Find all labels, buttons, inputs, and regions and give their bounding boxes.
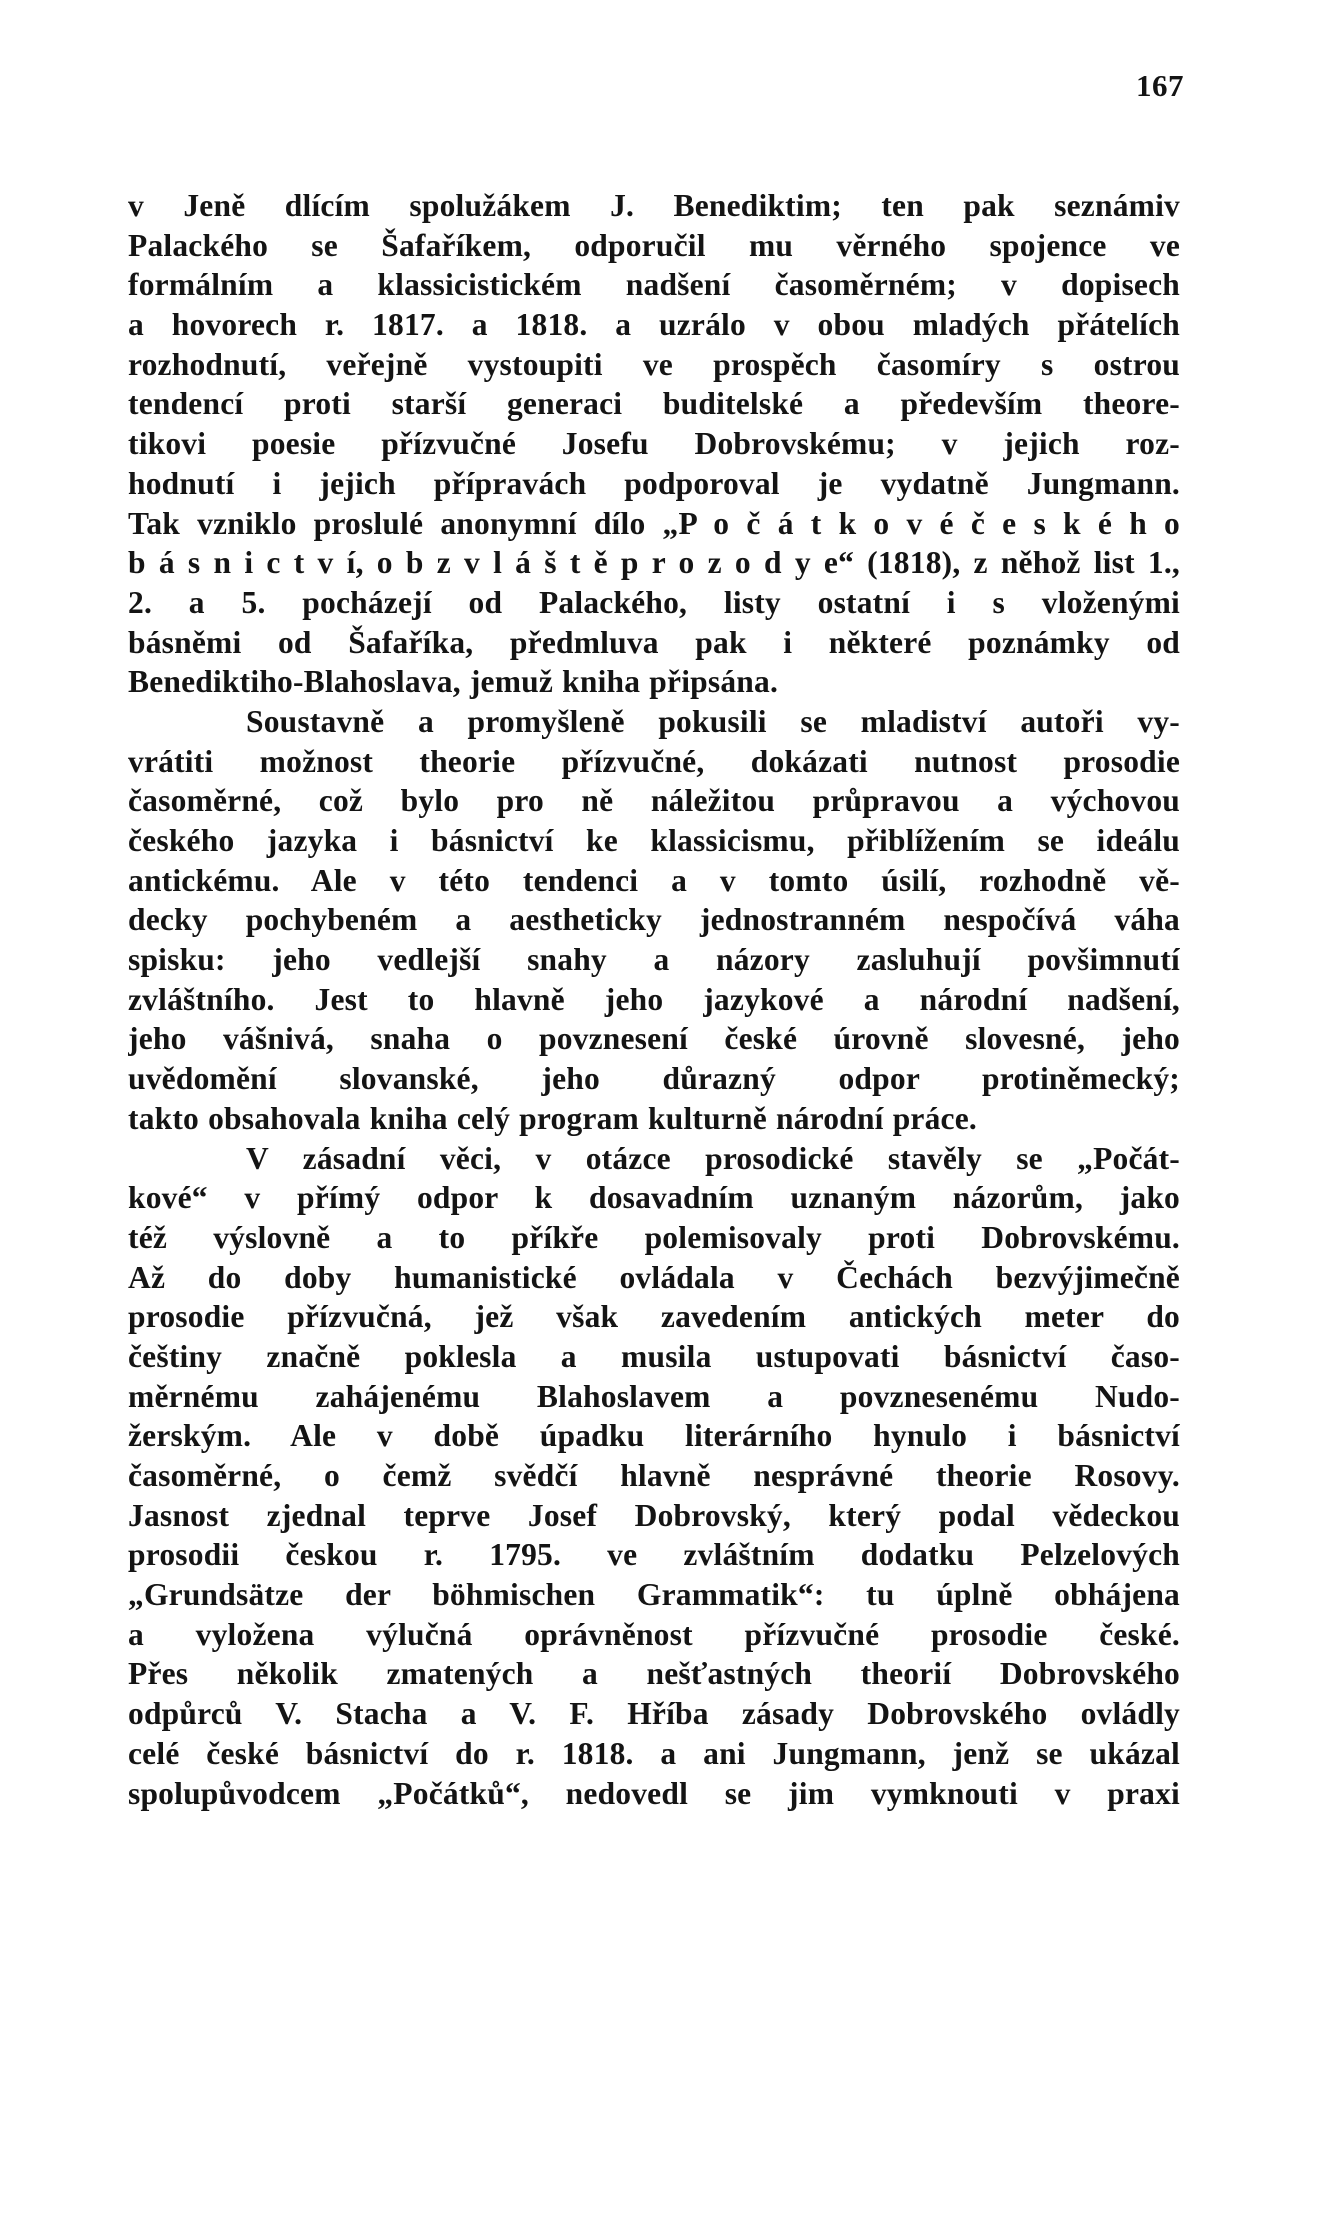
- text-line: vrátiti možnost theorie přízvučné, dokázati nutnost prosodie: [128, 743, 1180, 779]
- text-line: Benediktiho-Blahoslava, jemuž kniha připsána.: [128, 664, 779, 700]
- text-line: uvědomění slovanské, jeho důrazný odpor protiněmecký;: [128, 1061, 1180, 1097]
- text-line: rozhodnutí, veřejně vystoupiti ve prospěch časomíry s ostrou: [128, 346, 1180, 382]
- text-line: jeho vášnivá, snaha o povznesení české úrovně slovesné, jeho: [128, 1021, 1180, 1057]
- text-line: prosodie přízvučná, jež však zavedením antických meter do: [128, 1299, 1180, 1335]
- text-line: formálním a klassicistickém nadšení časoměrném; v dopisech: [128, 267, 1180, 303]
- text-line: básněmi od Šafaříka, předmluva pak i některé poznámky od: [128, 624, 1180, 660]
- text-line: hodnutí i jejich přípravách podporoval je vydatně Jungmann.: [128, 465, 1180, 501]
- text-line: Tak vzniklo proslulé anonymní dílo „P o č á t k o v é č e s k é h o: [128, 505, 1180, 541]
- text-line: zvláštního. Jest to hlavně jeho jazykové a národní nadšení,: [128, 981, 1180, 1017]
- text-line: Přes několik zmatených a nešťastných theorií Dobrovského: [128, 1656, 1180, 1692]
- text-line: V zásadní věci, v otázce prosodické stavěly se „Počát-: [246, 1140, 1180, 1176]
- text-line: tikovi poesie přízvučné Josefu Dobrovskému; v jejich roz-: [128, 426, 1180, 462]
- text-line: českého jazyka i básnictví ke klassicismu, přiblížením se ideálu: [128, 823, 1180, 858]
- text-line: prosodii českou r. 1795. ve zvláštním dodatku Pelzelových: [128, 1537, 1180, 1573]
- text-line: Soustavně a promyšleně pokusili se mladiství autoři vy-: [246, 703, 1180, 739]
- text-line: časoměrné, o čemž svědčí hlavně nesprávné theorie Rosovy.: [128, 1458, 1180, 1493]
- text-line: Palackého se Šafaříkem, odporučil mu věrného spojence ve: [128, 227, 1180, 263]
- text-line: časoměrné, což bylo pro ně náležitou průpravou a výchovou: [128, 783, 1180, 819]
- text-line: odpůrců V. Stacha a V. F. Hříba zásady Dobrovského ovládly: [128, 1696, 1180, 1732]
- text-line: češtiny značně poklesla a musila ustupovati básnictví časo-: [128, 1338, 1180, 1374]
- text-line: spisku: jeho vedlejší snahy a názory zasluhují povšimnutí: [128, 942, 1180, 978]
- text-line: tendencí proti starší generaci buditelské a především theore-: [128, 386, 1180, 422]
- text-line: spolupůvodcem „Počátků“, nedovedl se jim vymknouti v praxi: [128, 1775, 1180, 1811]
- text-line: Až do doby humanistické ovládala v Čechách bezvýjimečně: [128, 1259, 1180, 1295]
- text-line: antickému. Ale v této tendenci a v tomto úsilí, rozhodně vě-: [128, 862, 1180, 898]
- page-number: 167: [1136, 68, 1184, 103]
- text-line: Jasnost zjednal teprve Josef Dobrovský, který podal vědeckou: [128, 1497, 1180, 1533]
- body-text: [128, 186, 1180, 1813]
- text-line: kové“ v přímý odpor k dosavadním uznaným názorům, jako: [128, 1180, 1180, 1216]
- text-line: a hovorech r. 1817. a 1818. a uzrálo v obou mladých přátelích: [128, 307, 1180, 343]
- text-line: decky pochybeném a aestheticky jednostranném nespočívá váha: [128, 902, 1180, 938]
- text-line: „Grundsätze der böhmischen Grammatik“: tu úplně obhájena: [128, 1577, 1180, 1613]
- text-line: b á s n i c t v í, o b z v l á š t ě p r o z o d y e“ (1818), z něhož list 1.,: [128, 545, 1180, 581]
- text-line: a vyložena výlučná oprávněnost přízvučné prosodie české.: [128, 1616, 1180, 1652]
- text-line: žerským. Ale v době úpadku literárního hynulo i básnictví: [128, 1418, 1180, 1454]
- text-line: v Jeně dlícím spolužákem J. Benediktim; ten pak seznámiv: [128, 188, 1180, 223]
- text-line: 2. a 5. pocházejí od Palackého, listy ostatní i s vloženými: [128, 584, 1180, 620]
- text-line: měrnému zahájenému Blahoslavem a povznesenému Nudo-: [128, 1378, 1180, 1414]
- text-line: takto obsahovala kniha celý program kulturně národní práce.: [128, 1100, 977, 1136]
- text-line: též výslovně a to příkře polemisovaly proti Dobrovskému.: [128, 1219, 1180, 1255]
- text-line: celé české básnictví do r. 1818. a ani Jungmann, jenž se ukázal: [128, 1735, 1180, 1771]
